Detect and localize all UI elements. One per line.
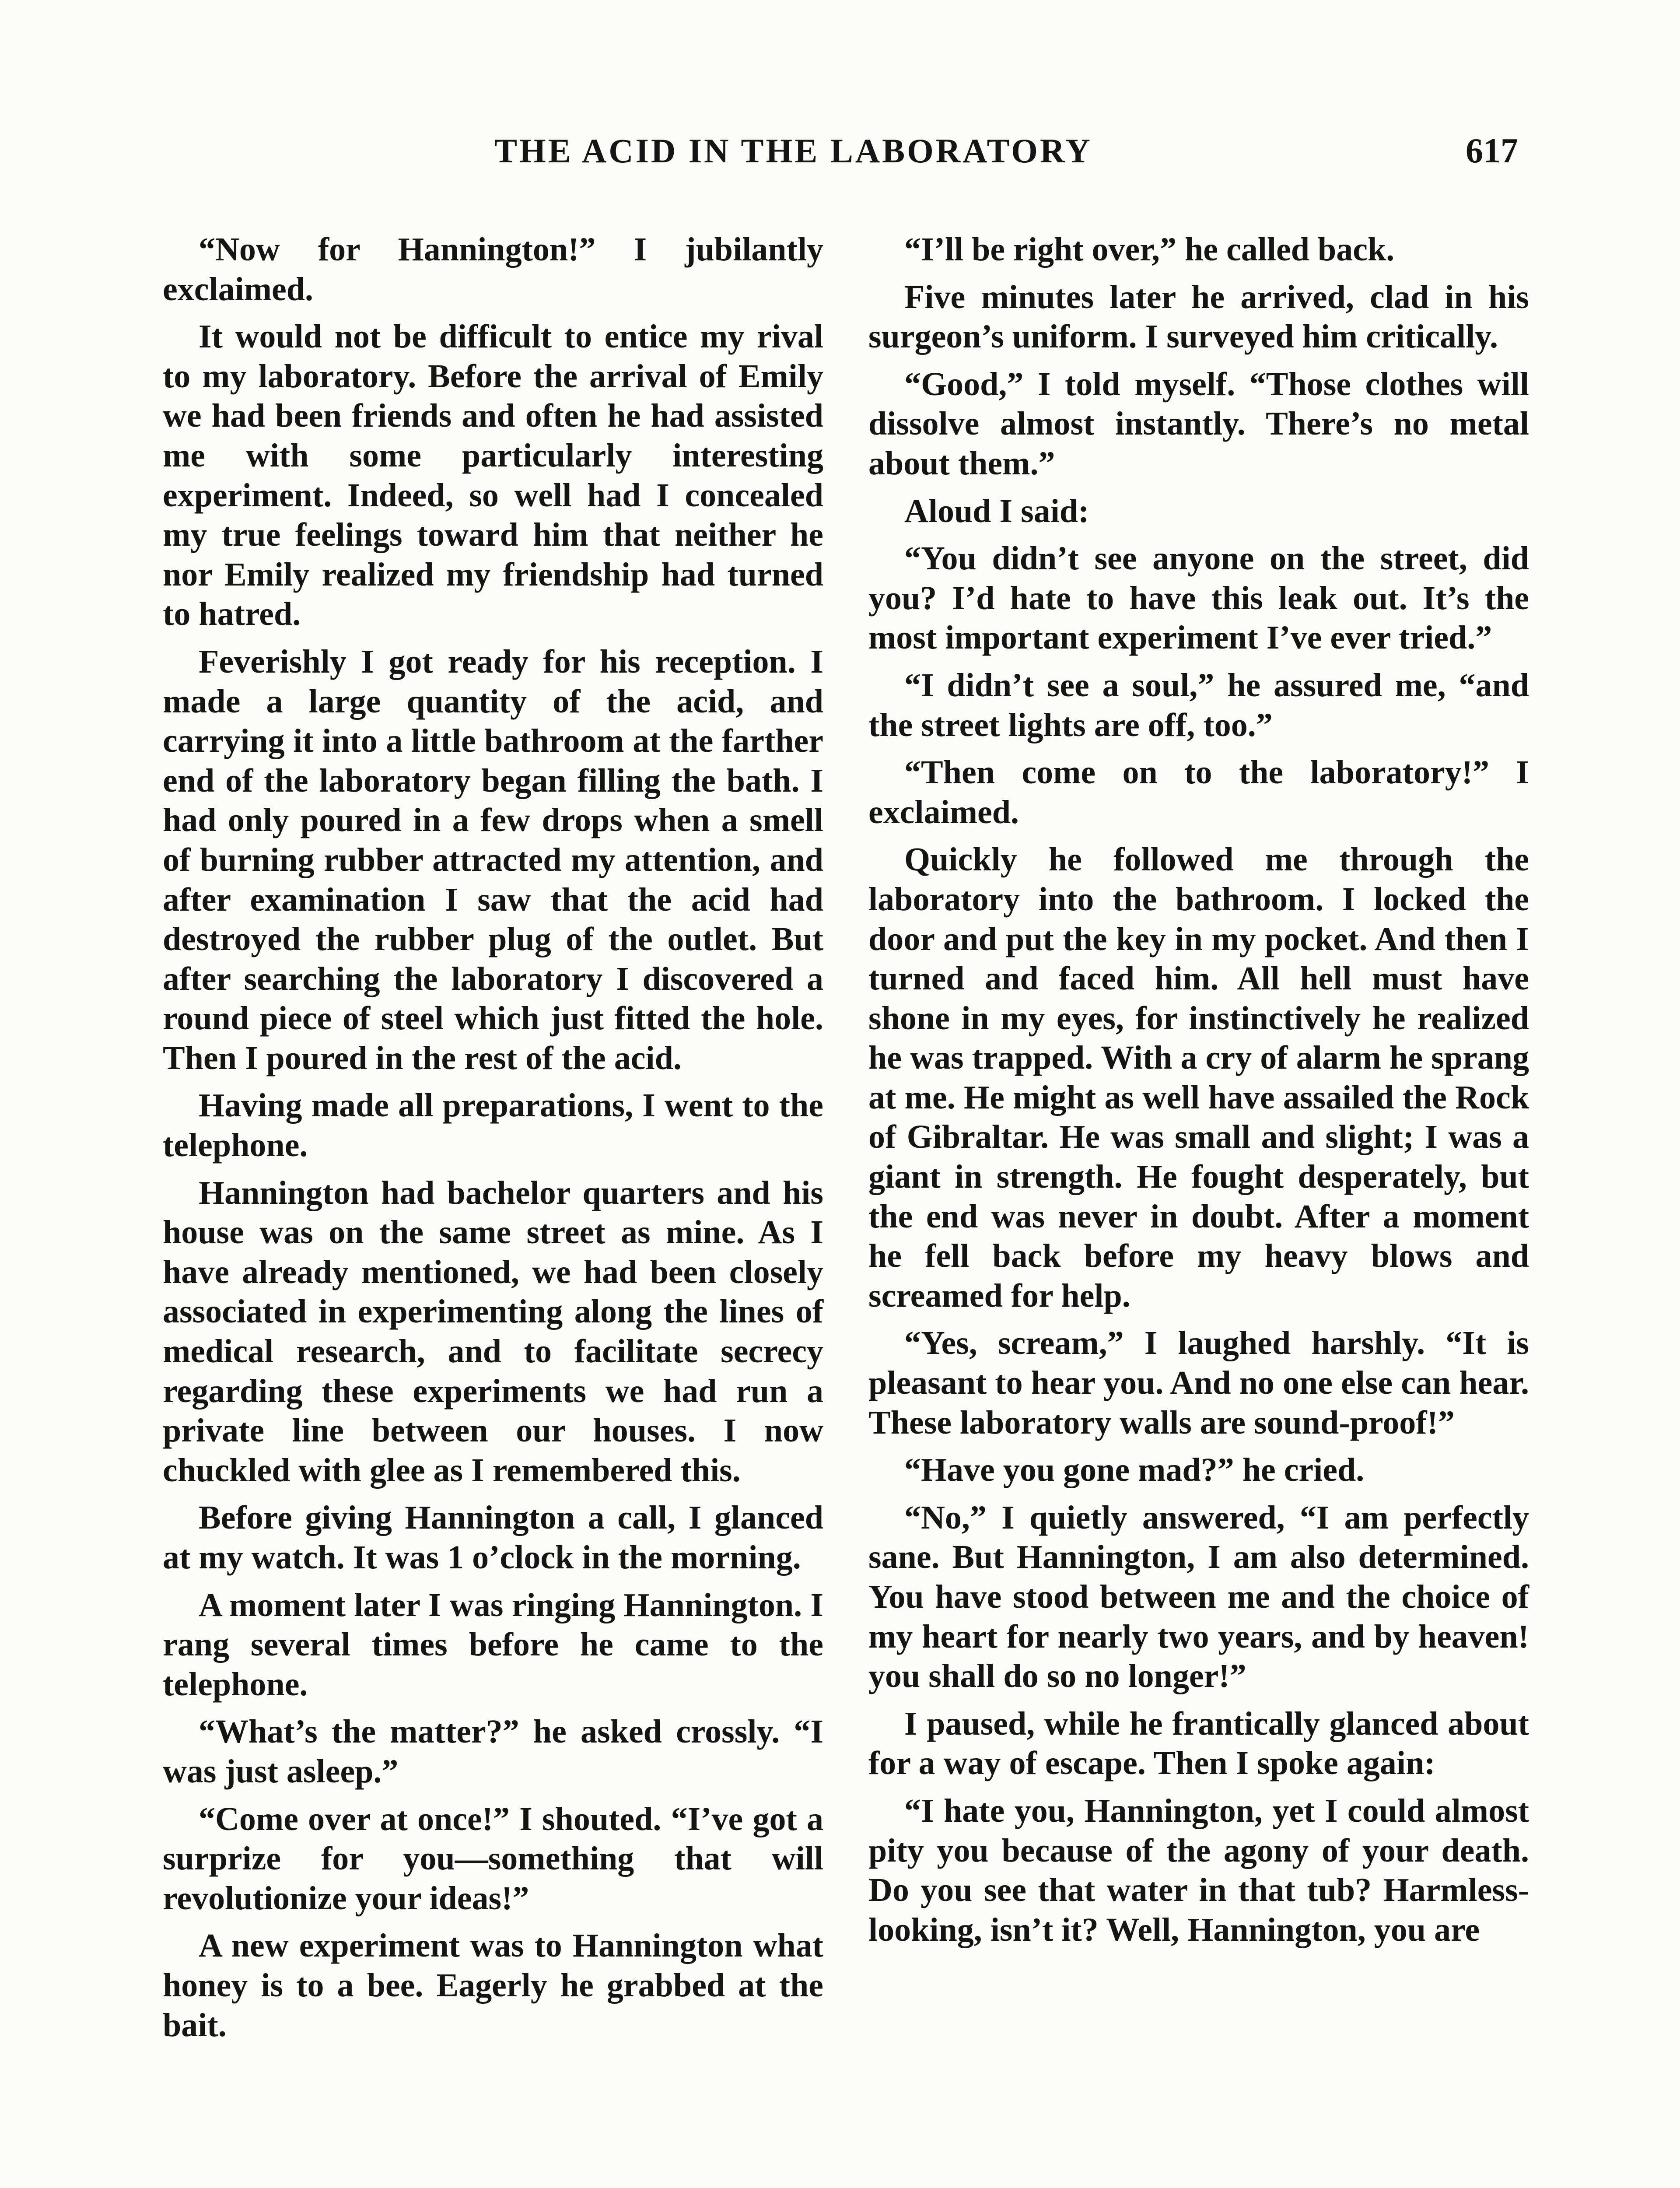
paragraph: Hannington had bachelor quarters and his house was on the same street as mine. As I have already mentioned, we had been closely associated in experimenting along the lines of medical research, and to facilitate secrecy regarding these experiments we had run a private line between our houses. I now chuckled with glee as I remembered this.: [163, 1174, 823, 1489]
paragraph: Before giving Hannington a call, I glanced at my watch. It was 1 o’clock in the morning.: [163, 1499, 823, 1576]
paragraph: “You didn’t see anyone on the street, did you? I’d hate to have this leak out. It’s the most important experiment I’ve ever tried.”: [868, 540, 1529, 656]
paragraph: “Come over at once!” I shouted. “I’ve got a surprize for you—something that will revolutionize your ideas!”: [163, 1800, 823, 1917]
paragraph: I paused, while he frantically glanced about for a way of escape. Then I spoke again:: [868, 1705, 1529, 1782]
paragraph: “Yes, scream,” I laughed harshly. “It is pleasant to hear you. And no one else can hear. These laboratory walls are sound-proof!”: [868, 1325, 1529, 1441]
paragraph: A new experiment was to Hannington what honey is to a bee. Eagerly he grabbed at the bait.: [163, 1927, 823, 2044]
paragraph: It would not be difficult to entice my rival to my laboratory. Before the arrival of Emily we had been friends and often he had assisted me with some particularly interesting experiment. Indeed, so well had I concealed my true feelings toward him that neither he nor Emily realized my friendship had turned to hatred.: [163, 318, 823, 633]
left-column: [163, 230, 823, 2053]
paragraph: “I hate you, Hannington, yet I could almost pity you because of the agony of your death. Do you see that water in that tub? Harmless-looking, isn’t it? Well, Hannington, you are: [868, 1792, 1529, 1948]
paragraph: “Now for Hannington!” I jubilantly exclaimed.: [163, 231, 823, 308]
paragraph: “Have you gone mad?” he cried.: [904, 1452, 1365, 1489]
paragraph: “I didn’t see a soul,” he assured me, “and the street lights are off, too.”: [868, 666, 1529, 743]
right-column: [868, 230, 1529, 1957]
paragraph: Aloud I said:: [904, 492, 1089, 529]
running-head: [158, 131, 1518, 179]
paragraph: A moment later I was ringing Hannington. I rang several times before he came to the telephone.: [163, 1586, 823, 1703]
paragraph: Having made all preparations, I went to the telephone.: [163, 1087, 823, 1164]
paragraph: Quickly he followed me through the laboratory into the bathroom. I locked the door and put the key in my pocket. And then I turned and faced him. All hell must have shone in my eyes, for instinctively he realized he was trapped. With a cry of alarm he sprang at me. He might as well have assailed the Rock of Gibraltar. He was small and slight; I was a giant in strength. He fought desperately, but the end was never in doubt. After a moment he fell back before my heavy blows and screamed for help.: [868, 841, 1529, 1314]
paragraph: “Then come on to the laboratory!” I exclaimed.: [868, 754, 1529, 831]
paragraph: Five minutes later he arrived, clad in his surgeon’s uniform. I surveyed him critically.: [868, 278, 1529, 355]
page-number: 617: [1466, 132, 1518, 170]
paragraph: “I’ll be right over,” he called back.: [904, 231, 1395, 268]
paragraph: “No,” I quietly answered, “I am perfectly sane. But Hannington, I am also determined. You have stood between me and the choice of my heart for nearly two years, and by heaven! you shall do so no longer!”: [868, 1499, 1529, 1695]
running-title: THE ACID IN THE LABORATORY: [494, 132, 1092, 170]
paragraph: Feverishly I got ready for his reception. I made a large quantity of the acid, and carrying it into a little bathroom at the farther end of the laboratory began filling the bath. I had only poured in a few drops when a smell of burning rubber attracted my attention, and after examination I saw that the acid had destroyed the rubber plug of the outlet. But after searching the laboratory I discovered a round piece of steel which just fitted the hole. Then I poured in the rest of the acid.: [163, 643, 823, 1076]
paragraph: “What’s the matter?” he asked crossly. “I was just asleep.”: [163, 1713, 823, 1790]
paragraph: “Good,” I told myself. “Those clothes will dissolve almost instantly. There’s no metal about them.”: [868, 365, 1529, 482]
